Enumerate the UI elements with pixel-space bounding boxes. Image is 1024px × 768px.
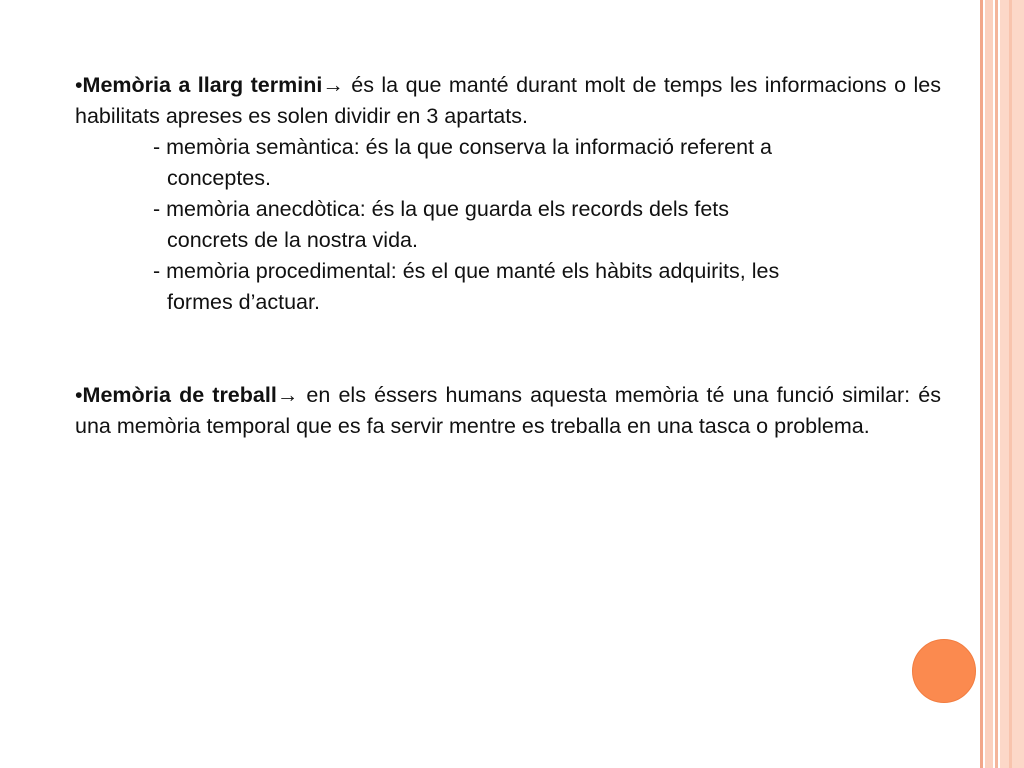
arrow-icon: → [322,73,344,97]
subitem-line-continuation: formes d’actuar. [167,290,320,314]
bullet: • [75,73,83,97]
stripe [995,0,998,768]
subitem-semantic [75,132,941,194]
definition-text: en els éssers humans aquesta memòria té una funció similar: és una memòria temporal que es fa servir mentre es treballa en una tasca o problema. [75,383,941,438]
stripe [1009,0,1012,768]
subitem-procedural [75,256,941,318]
subitem-line-continuation: conceptes. [167,166,271,190]
subitem-line: - memòria semàntica: és la que conserva la informació referent a [153,135,772,159]
term-working-memory: Memòria de treball [82,383,277,407]
paragraph-working-memory [75,380,941,442]
subitem-line-continuation: concrets de la nostra vida. [167,228,418,252]
subitem-line: - memòria anecdòtica: és la que guarda els records dels fets [153,197,730,221]
decorative-circle [912,639,976,703]
subitem-line: - memòria procedimental: és el que manté els hàbits adquirits, les [153,259,780,283]
stripe [1000,0,1024,768]
decorative-side-stripes [980,0,1024,768]
stripe [980,0,983,768]
slide-content [75,70,941,442]
subitem-anecdotal [75,194,941,256]
stripe [985,0,993,768]
term-long-term-memory: Memòria a llarg termini [82,73,323,97]
spacer [75,318,941,380]
paragraph-long-term-memory [75,70,941,132]
definition-text: és la que manté durant molt de temps les informacions o les habilitats apreses es solen dividir en 3 apartats. [75,73,941,128]
bullet: • [75,383,83,407]
arrow-icon: → [276,383,299,407]
